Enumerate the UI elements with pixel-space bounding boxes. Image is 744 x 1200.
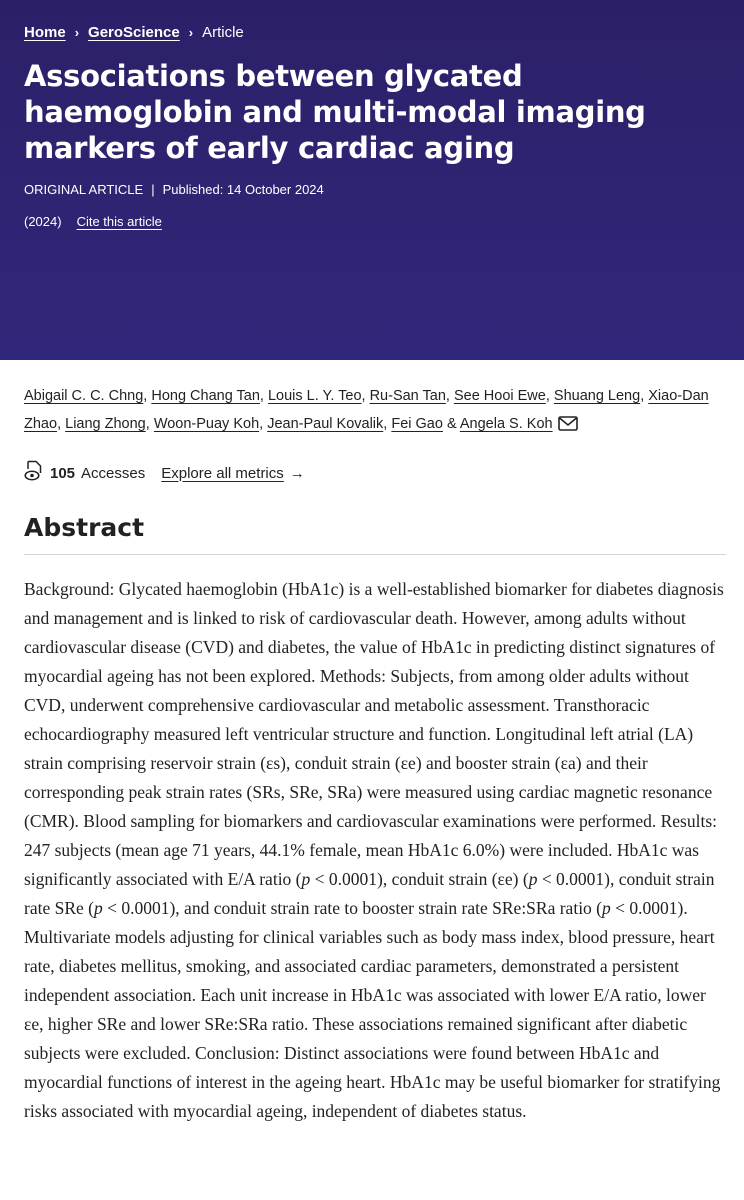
author-link[interactable]: Woon-Puay Koh <box>153 416 260 432</box>
author-link[interactable]: Liang Zhong <box>65 416 146 432</box>
abstract-segment: < 0.0001), conduit strain rate SRe ( <box>24 869 715 918</box>
published-date: Published: 14 October 2024 <box>162 182 324 197</box>
author-link[interactable]: Shuang Leng <box>553 388 641 404</box>
abstract-segment: < 0.0001), conduit strain (εe) ( <box>310 869 529 889</box>
p-value-symbol: p <box>301 869 311 889</box>
article-type: ORIGINAL ARTICLE <box>24 182 144 197</box>
article-header <box>0 0 744 360</box>
article-year: (2024) <box>24 214 62 229</box>
abstract-segment: Background: Glycated haemoglobin (HbA1c) is a well-established biomarker for diabetes diagnosis and management and is linked to risk of cardiovascular death. However, among adults without cardiovascular disease (CVD) and diabetes, the value of HbA1c in predicting distinct signatures of myocardial ageing has not been explored. Methods: Subjects, from among older adults without CVD, underwent comprehensive cardiovascular and metabolic assessment. Transthoracic echocardiography measured left ventricular structure and function. Longitudinal left atrial (LA) strain comprising reservoir strain (εs), conduit strain (εe) and booster strain (εa) and their corresponding peak strain rates (SRs, SRe, SRa) were measured using cardiac magnetic resonance (CMR). Blood sampling for biomarkers and cardiovascular examinations were performed. Results: 247 subjects (mean age 71 years, 44.1% female, mean HbA1c 6.0%) were included. HbA1c was significantly associated with E/A ratio ( <box>24 579 724 889</box>
accesses-icon <box>24 460 44 486</box>
explore-metrics-link[interactable]: Explore all metrics <box>161 464 284 482</box>
breadcrumb-journal-link[interactable]: GeroScience <box>88 23 180 41</box>
abstract-segment: < 0.0001). Multivariate models adjusting for clinical variables such as body mass index, blood pressure, heart rate, diabetes mellitus, smoking, and associated cardiac parameters, demonstrated a persistent independent association. Each unit increase in HbA1c was associated with lower E/A ratio, lower εe, higher SRe and lower SRe:SRa ratio. These associations remained significant after diabetic subjects were excluded. Conclusion: Distinct associations were found between HbA1c and myocardial functions of interest in the ageing heart. HbA1c may be useful biomarker for stratifying risks associated with myocardial ageing, independent of diabetes status. <box>24 898 721 1121</box>
abstract-segment: < 0.0001), and conduit strain rate to booster strain rate SRe:SRa ratio ( <box>102 898 603 918</box>
accesses-count: 105 <box>50 464 76 482</box>
chevron-right-icon: › <box>74 24 80 40</box>
author-link[interactable]: Fei Gao <box>391 416 443 432</box>
author-link[interactable]: Xiao-Dan Zhao <box>24 388 709 432</box>
author-link[interactable]: Abigail C. C. Chng <box>24 388 144 404</box>
author-link[interactable]: Louis L. Y. Teo <box>267 388 362 404</box>
article-metrics <box>24 460 305 486</box>
cite-article-link[interactable]: Cite this article <box>76 214 162 229</box>
author-link[interactable]: See Hooi Ewe <box>453 388 546 404</box>
author-link[interactable]: Angela S. Koh <box>459 416 553 432</box>
abstract-text <box>24 575 724 1126</box>
accesses-label: Accesses <box>81 464 146 482</box>
author-link[interactable]: Jean-Paul Kovalik <box>267 416 384 432</box>
author-link[interactable]: Hong Chang Tan <box>151 388 260 404</box>
meta-divider: | <box>151 182 155 197</box>
p-value-symbol: p <box>93 898 103 918</box>
author-link[interactable]: Ru-San Tan <box>369 388 446 404</box>
email-icon[interactable] <box>558 413 578 441</box>
p-value-symbol: p <box>602 898 611 918</box>
p-value-symbol: p <box>528 869 538 889</box>
article-meta-secondary <box>24 212 720 232</box>
chevron-right-icon: › <box>188 24 194 40</box>
breadcrumb-home-link[interactable]: Home <box>24 23 66 41</box>
author-list: Abigail C. C. Chng, Hong Chang Tan, Louis L. Y. Teo, Ru-San Tan, See Hooi Ewe, Shuang Leng, Xiao-Dan Zhao, Liang Zhong, Woon-Puay Koh, Jean-Paul Kovalik, Fei Gao & Angela S. Koh <box>24 382 724 441</box>
page-title: Associations between glycated haemoglobin and multi-modal imaging markers of early cardiac aging <box>24 59 646 165</box>
breadcrumb-current: Article <box>202 23 244 41</box>
article-meta <box>24 180 720 200</box>
abstract-heading: Abstract <box>24 513 726 555</box>
breadcrumb <box>24 20 720 44</box>
arrow-right-icon: → <box>289 464 305 482</box>
